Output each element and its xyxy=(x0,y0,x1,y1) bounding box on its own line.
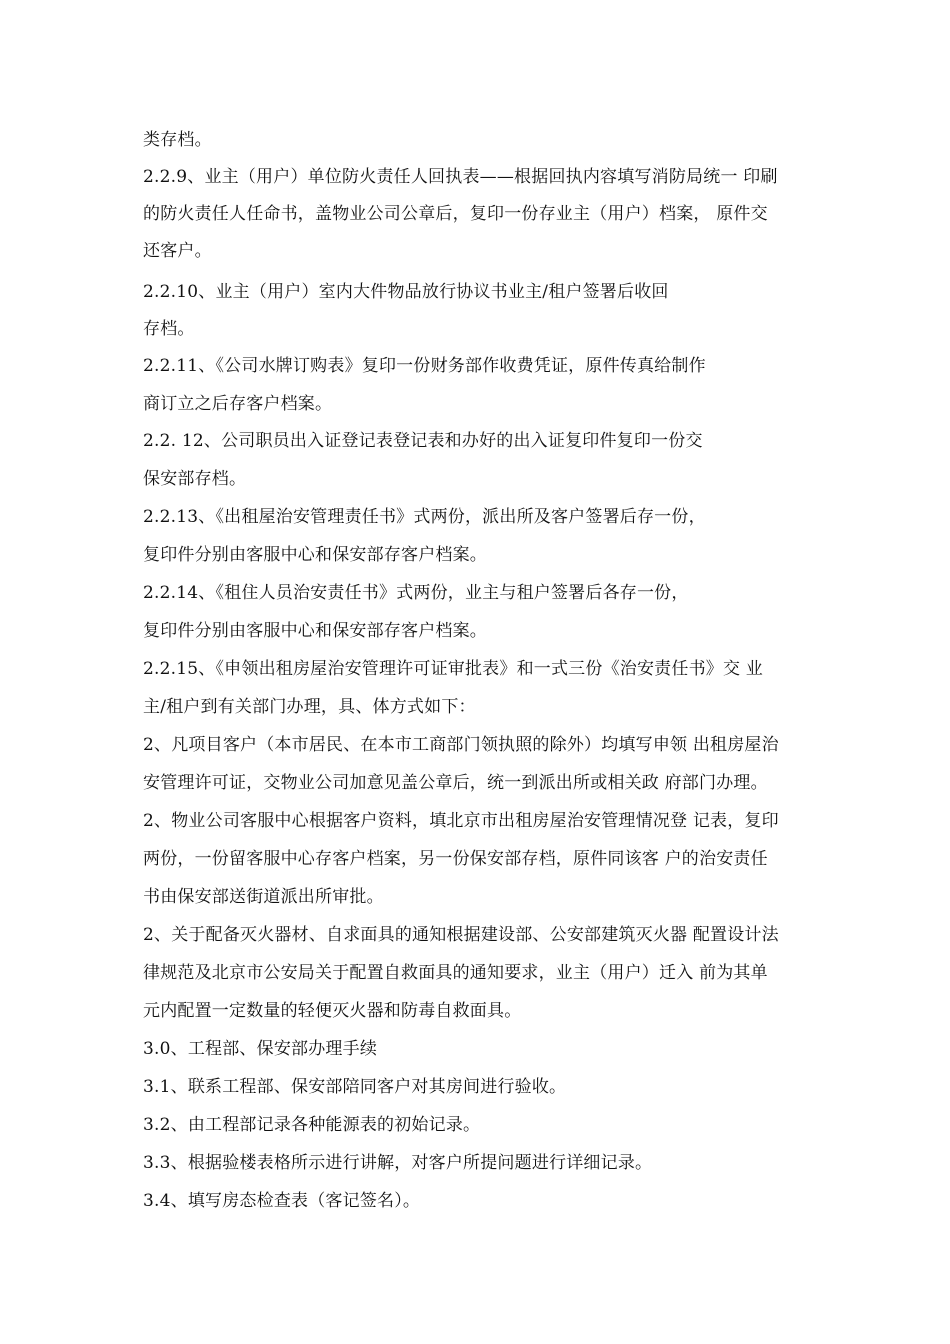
text-line: 3.3、根据验楼表格所示进行讲解，对客户所提问题进行详细记录。 xyxy=(143,1153,653,1173)
text-line: 2、物业公司客服中心根据客户资料，填北京市出租房屋治安管理情况登 记表，复印 xyxy=(143,811,779,831)
text-line: 复印件分别由客服中心和保安部存客户档案。 xyxy=(143,621,487,641)
text-line: 主/租户到有关部门办理，具、体方式如下： xyxy=(143,697,476,717)
text-line: 书由保安部送街道派出所审批。 xyxy=(143,887,384,907)
text-line: 存档。 xyxy=(143,319,195,339)
text-line: 2、凡项目客户（本市居民、在本市工商部门领执照的除外）均填写申领 出租房屋治 xyxy=(143,735,779,755)
text-line: 3.4、填写房态检查表（客记签名）。 xyxy=(143,1191,421,1211)
text-line: 3.0、工程部、保安部办理手续 xyxy=(143,1039,378,1059)
text-line: 3.2、由工程部记录各种能源表的初始记录。 xyxy=(143,1115,481,1135)
text-line: 安管理许可证，交物业公司加意见盖公章后，统一到派出所或相关政 府部门办理。 xyxy=(143,773,768,793)
text-line: 的防火责任人任命书，盖物业公司公章后，复印一份存业主（用户）档案， 原件交 xyxy=(143,204,768,224)
text-line: 两份，一份留客服中心存客户档案，另一份保安部存档，原件同该客 户的治安责任 xyxy=(143,849,768,869)
text-line: 律规范及北京市公安局关于配置自救面具的通知要求，业主（用户）迁入 前为其单 xyxy=(143,963,768,983)
text-line: 还客户。 xyxy=(143,241,212,261)
text-line: 保安部存档。 xyxy=(143,469,247,489)
text-line: 2.2.14、《租住人员治安责任书》式两份，业主与租户签署后各存一份， xyxy=(143,583,689,603)
text-line: 复印件分别由客服中心和保安部存客户档案。 xyxy=(143,545,487,565)
text-line: 2.2. 12、公司职员出入证登记表登记表和办好的出入证复印件复印一份交 xyxy=(143,431,703,451)
text-line: 2.2.13、《出租屋治安管理责任书》式两份，派出所及客户签署后存一份， xyxy=(143,507,706,527)
text-line: 商订立之后存客户档案。 xyxy=(143,394,333,414)
text-line: 2.2.9、业主（用户）单位防火责任人回执表——根据回执内容填写消防局统一 印刷 xyxy=(143,167,778,187)
text-line: 2.2.10、业主（用户）室内大件物品放行协议书业主/租户签署后收回 xyxy=(143,282,669,302)
text-line: 元内配置一定数量的轻便灭火器和防毒自救面具。 xyxy=(143,1001,522,1021)
text-line: 3.1、联系工程部、保安部陪同客户对其房间进行验收。 xyxy=(143,1077,567,1097)
text-line: 2.2.15、《申领出租房屋治安管理许可证审批表》和一式三份《治安责任书》交 业 xyxy=(143,659,763,679)
text-line: 2.2.11、《公司水牌订购表》复印一份财务部作收费凭证，原件传真给制作 xyxy=(143,356,706,376)
text-line: 2、关于配备灭火器材、自求面具的通知根据建设部、公安部建筑灭火器 配置设计法 xyxy=(143,925,779,945)
text-line: 类存档。 xyxy=(143,130,212,150)
